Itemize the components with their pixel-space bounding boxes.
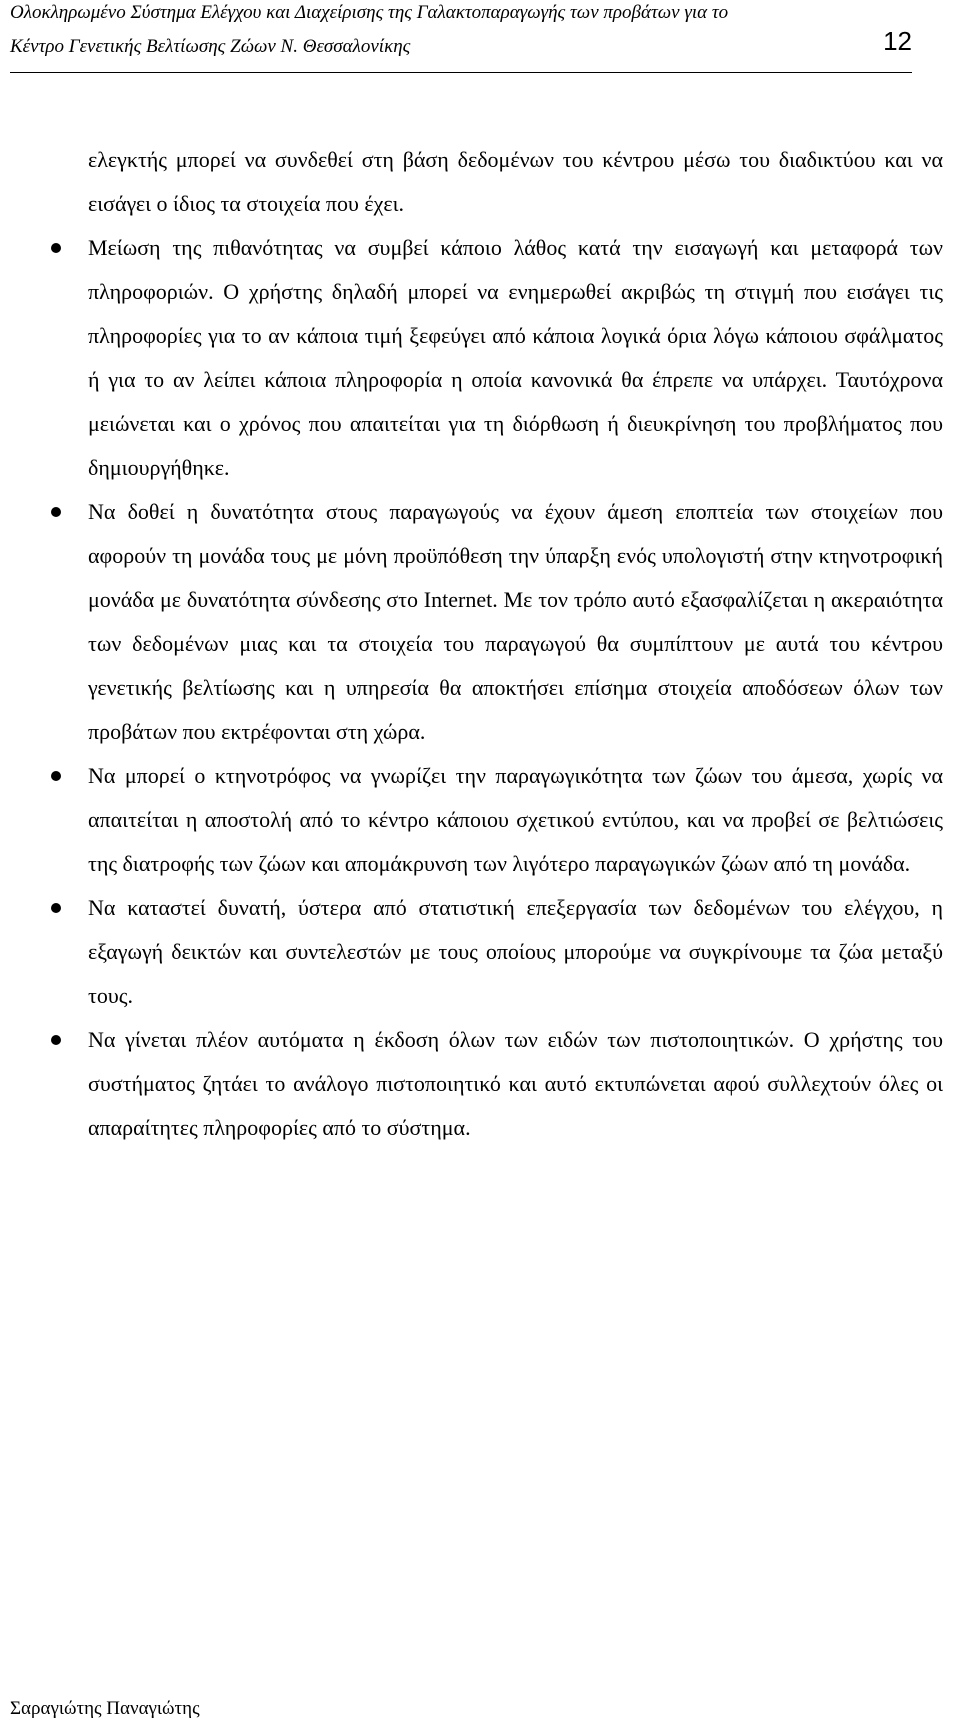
bullet-item [88, 886, 943, 1018]
page-footer-author: Σαραγιώτης Παναγιώτης [10, 1698, 200, 1719]
page-number: 12 [883, 26, 912, 56]
bullet-dot-icon [51, 771, 61, 781]
bullet-text: Να γίνεται πλέον αυτόματα η έκδοση όλων των ειδών των πιστοποιητικών. Ο χρήστης του συστήματος ζητάει το ανάλογο πιστοποιητικό και αυτό εκτυπώνεται αφού συλλεχτούν όλες οι απαραίτητες πληροφορίες από το σύστημα. [88, 1027, 943, 1140]
bullet-item [88, 754, 943, 886]
page-header [10, 0, 912, 73]
bullet-list [88, 226, 943, 1150]
header-title-line-1: Ολοκληρωμένο Σύστημα Ελέγχου και Διαχείρισης της Γαλακτοπαραγωγής των προβάτων για το [10, 2, 729, 23]
bullet-item [88, 1018, 943, 1150]
header-title-line-2: Κέντρο Γενετικής Βελτίωσης Ζώων Ν. Θεσσαλονίκης [10, 36, 411, 57]
bullet-text: Μείωση της πιθανότητας να συμβεί κάποιο λάθος κατά την εισαγωγή και μεταφορά των πληροφοριών. Ο χρήστης δηλαδή μπορεί να ενημερωθεί ακριβώς τη στιγμή που εισάγει τις πληροφορίες για το αν κάποια τιμή ξεφεύγει από κάποια λογικά όρια λόγω κάποιου σφάλματος ή για το αν λείπει κάποια πληροφορία η οποία κανονικά θα έπρεπε να υπάρχει. Ταυτόχρονα μειώνεται και ο χρόνος που απαιτείται για τη διόρθωση ή διευκρίνηση του προβλήματος που δημιουργήθηκε. [88, 235, 943, 480]
document-body [88, 138, 943, 1150]
bullet-item [88, 226, 943, 490]
intro-paragraph: ελεγκτής μπορεί να συνδεθεί στη βάση δεδομένων του κέντρου μέσω του διαδικτύου και να εισάγει ο ίδιος τα στοιχεία που έχει. [88, 147, 943, 216]
bullet-dot-icon [51, 507, 61, 517]
bullet-text: Να δοθεί η δυνατότητα στους παραγωγούς να έχουν άμεση εποπτεία των στοιχείων που αφορούν τη μονάδα τους με μόνη προϋπόθεση την ύπαρξη ενός υπολογιστή στην κτηνοτροφική μονάδα με δυνατότητα σύνδεσης στο Internet. Με τον τρόπο αυτό εξασφαλίζεται η ακεραιότητα των δεδομένων μιας και τα στοιχεία του παραγωγού θα συμπίπτουν με αυτά του κέντρου γενετικής βελτίωσης και η υπηρεσία θα αποκτήσει επίσημα στοιχεία αποδόσεων όλων των προβάτων που εκτρέφονται στη χώρα. [88, 499, 943, 744]
bullet-dot-icon [51, 903, 61, 913]
bullet-text: Να καταστεί δυνατή, ύστερα από στατιστική επεξεργασία των δεδομένων του ελέγχου, η εξαγωγή δεικτών και συντελεστών με τους οποίους μπορούμε να συγκρίνουμε τα ζώα μεταξύ τους. [88, 895, 943, 1008]
bullet-text: Να μπορεί ο κτηνοτρόφος να γνωρίζει την παραγωγικότητα των ζώων του άμεσα, χωρίς να απαιτείται η αποστολή από το κέντρο κάποιου σχετικού εντύπου, και να προβεί σε βελτιώσεις της διατροφής των ζώων και απομάκρυνση των λιγότερο παραγωγικών ζώων από τη μονάδα. [88, 763, 943, 876]
bullet-dot-icon [51, 243, 61, 253]
bullet-item [88, 490, 943, 754]
bullet-dot-icon [51, 1035, 61, 1045]
